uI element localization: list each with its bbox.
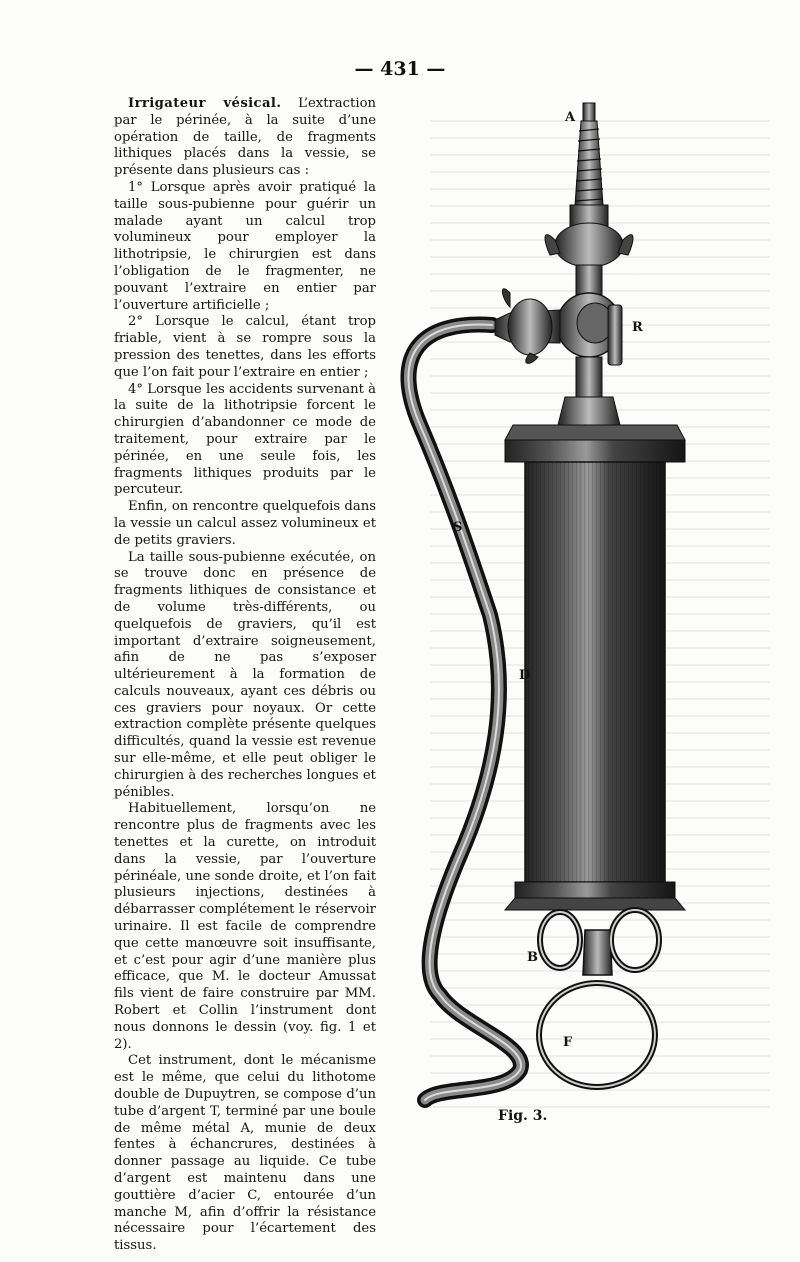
section-heading: Irrigateur vésical. [128,96,282,111]
syringe-barrel [505,425,685,910]
paragraph-1: Irrigateur vésical. L’extraction par le périnée, à la suite d’une opération de taille, de fragments lithiques placés dans la vessie, se présente dans plusieurs cas : [114,96,376,179]
paragraph-3: 2° Lorsque le calcul, étant trop friable, vient à se rompre sous la pression des tenettes, dans les efforts que l’on fait pour l’extraire en entier ; [114,314,376,380]
label-B: B [527,950,538,965]
paragraph-6: La taille sous-pubienne exécutée, on se trouve donc en présence de fragments lithiques de consistance et de volume très-différents, ou quelquefois de graviers, qu’il est important d’extraire soigneusement, afin de ne pas s’exposer ultérieurement à la formation de calculs nouveaux, ayant ces débris ou ces graviers pour noyaux. Or cette extraction complète présente quelques difficultés, quand la vessie est revenue sur elle-même, et elle peut obliger le chirurgien à des recherches longues et pénibles. [114,549,376,800]
figure-caption: Fig. 3. [498,1108,548,1124]
paragraph-7: Habituellement, lorsqu’on ne rencontre plus de fragments avec les tenettes et la curette, on introduit dans la vessie, par l’ouverture périnéale, une sonde droite, et l’on fait plusieurs injections, destinées à débarrasser complétement le réservoir urinaire. Il est facile de comprendre que cette manœuvre soit insuffisante, et c’est pour agir d’une manière plus efficace, que M. le docteur Amussat fils vient de faire construire par MM. Robert et Collin l’instrument dont nous donnons le dessin (voy. fig. 1 et 2). [114,801,376,1052]
flexible-tube [408,325,521,1100]
page-number: — 431 — [354,58,446,80]
body-text [114,96,376,1255]
label-R: R [632,320,643,335]
valve-body [495,289,622,425]
paragraph-4: 4° Lorsque les accidents survenant à la suite de la lithotripsie forcent le chirurgien d’abandonner ce mode de traitement, pour extraire par le périnée, en une seule fois, les fragments lithiques produits par le percuteur. [114,381,376,498]
upper-coupling [545,205,633,295]
label-A: A [565,110,576,125]
paragraph-5: Enfin, on rencontre quelquefois dans la vessie un calcul assez volumineux et de petits graviers. [114,499,376,548]
label-D: D [519,668,531,683]
paragraph-8: Cet instrument, dont le mécanisme est le même, que celui du lithotome double de Dupuytren, se compose d’un tube d’argent T, terminé par une boule de même métal A, munie de deux fentes à échancrures, destinées à donner passage au liquide. Ce tube d’argent est maintenu dans une gouttière d’acier C, entourée d’un manche M, afin d’offrir la résistance nécessaire pour l’écartement des tissus. [114,1053,376,1254]
label-S: S [453,520,463,535]
paragraph-2: 1° Lorsque après avoir pratiqué la taille sous-pubienne pour guérir un malade ayant un calcul trop volumineux pour employer la lithotripsie, le chirurgien est dans l’obligation de le fragmenter, ne pouvant l’extraire en entier par l’ouverture artificielle ; [114,179,376,313]
label-F: F [563,1035,573,1050]
nozzle-tip [575,103,603,205]
irrigator-illustration [380,95,700,1135]
